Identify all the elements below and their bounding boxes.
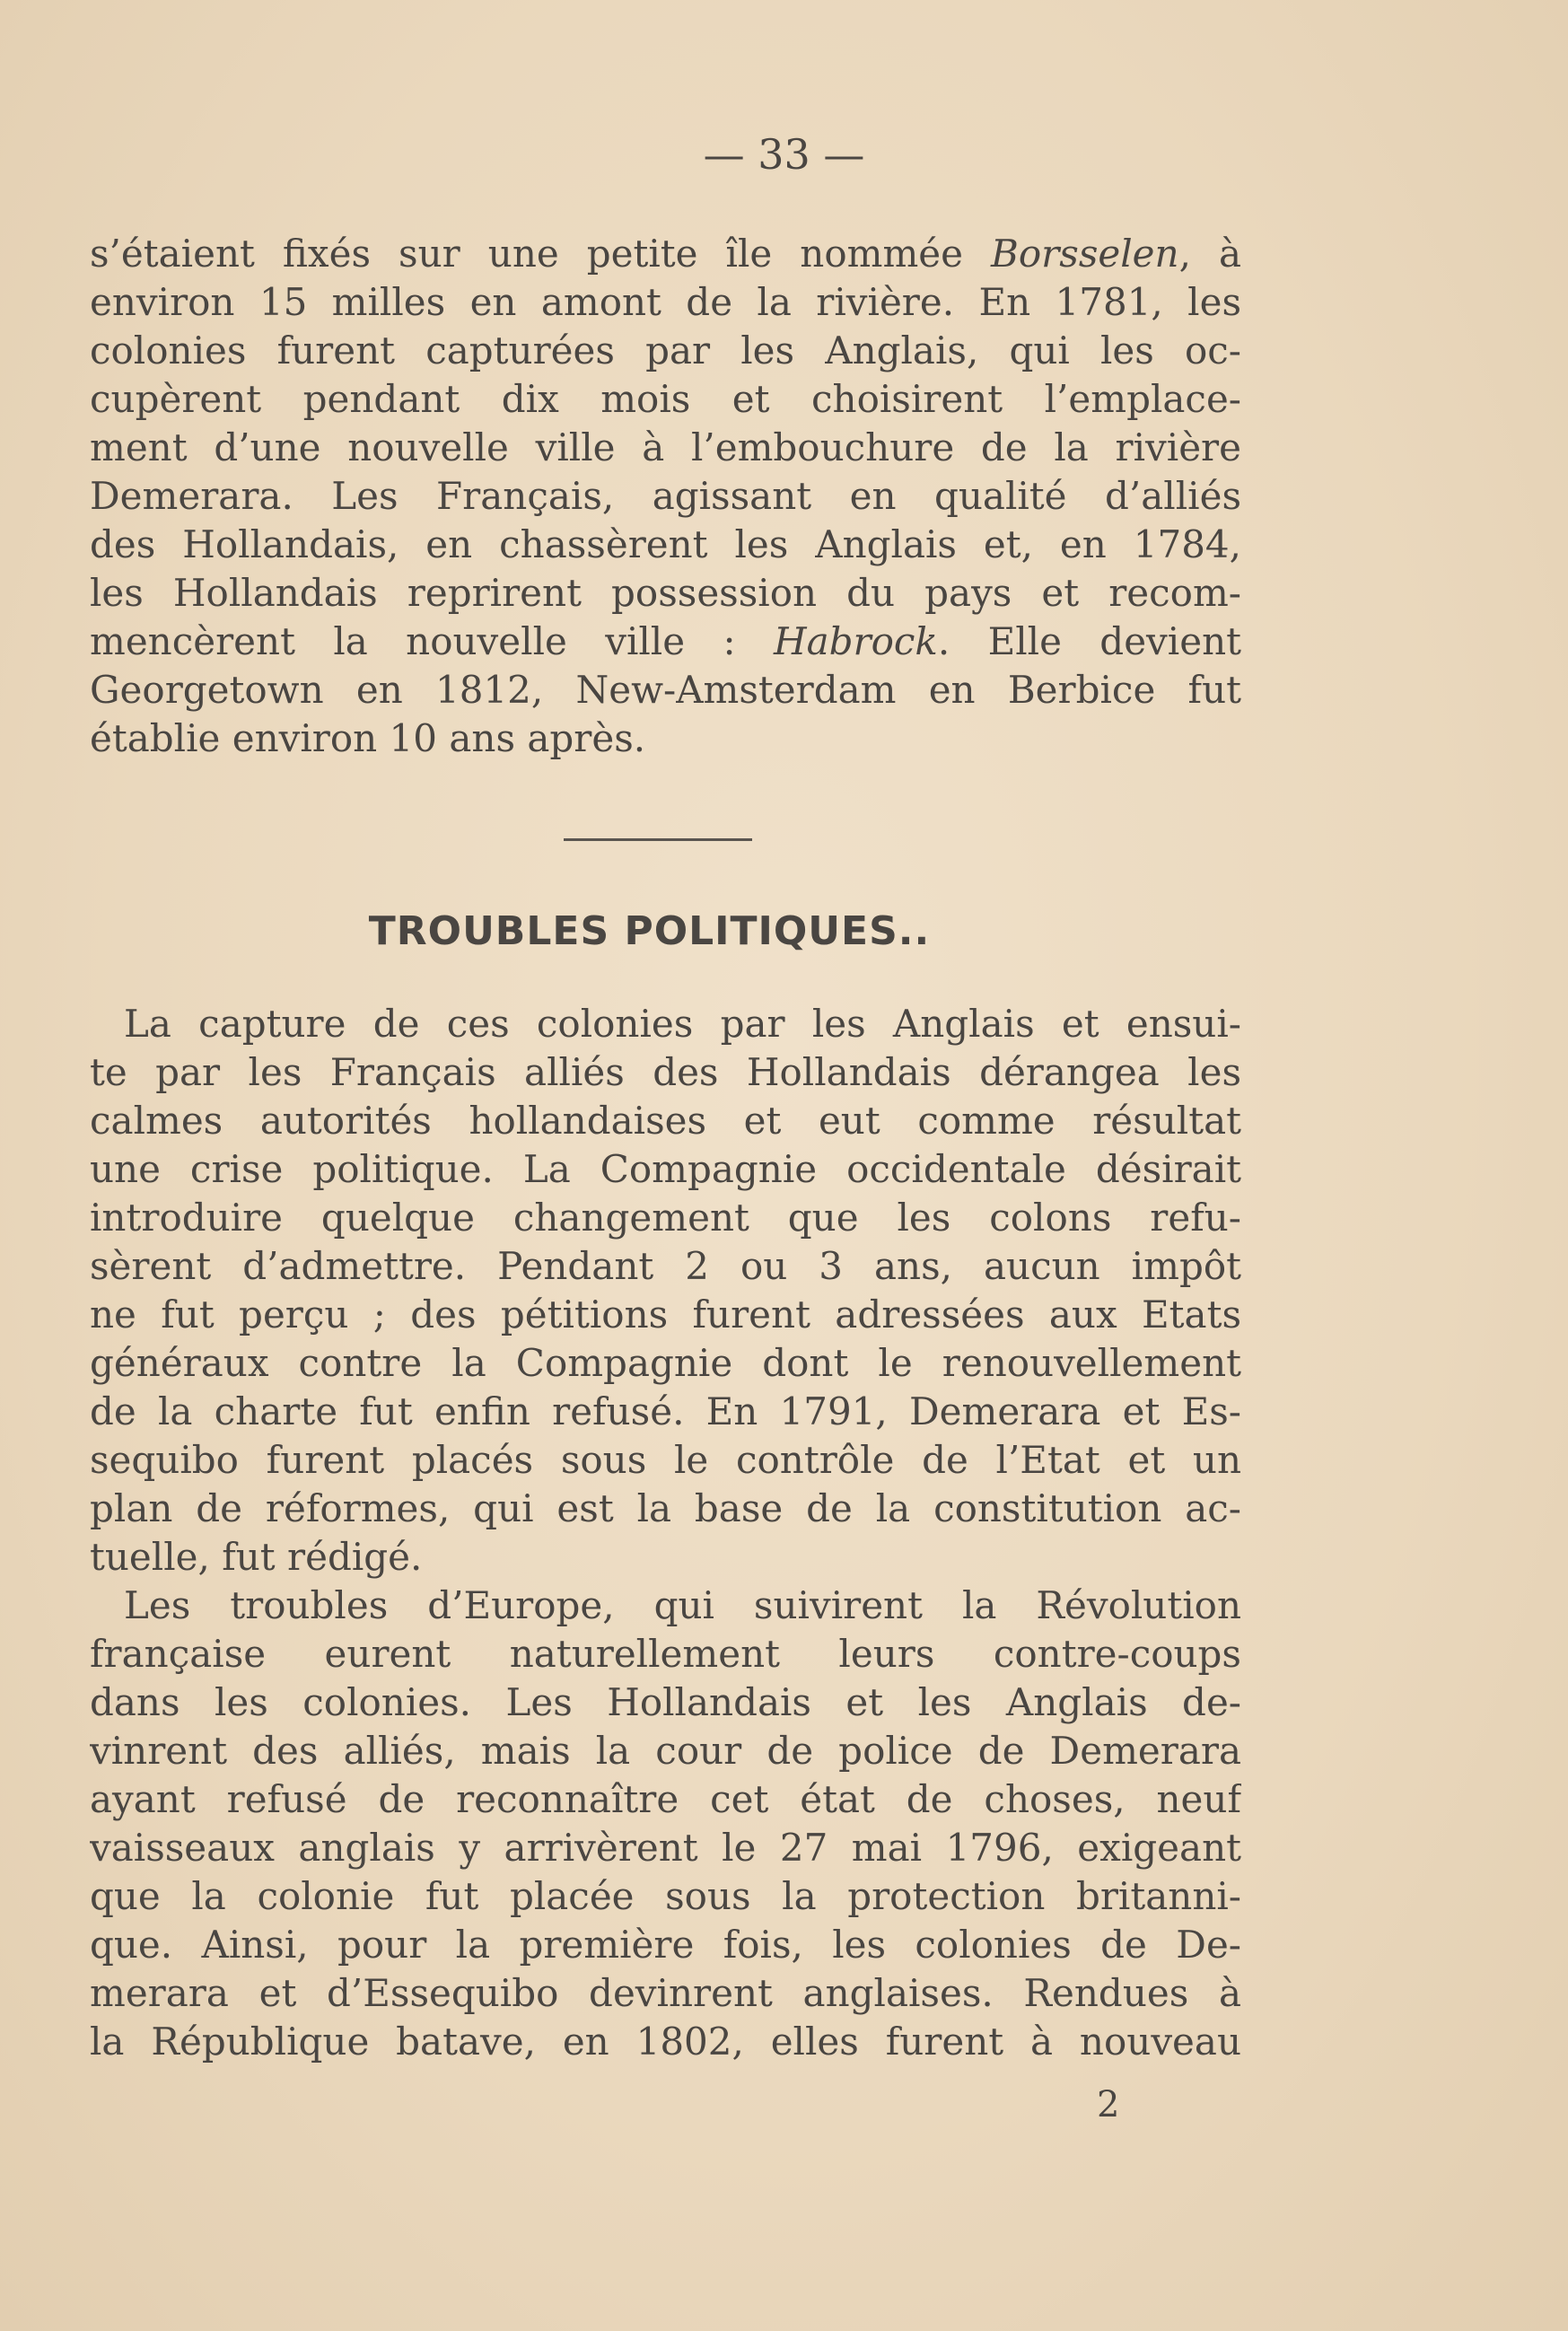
signature-mark: 2 <box>1097 2084 1120 2125</box>
text-line: colonies furent capturées par les Anglais, qui les oc- <box>90 329 1241 372</box>
text-line: Georgetown en 1812, New-Amsterdam en Berbice fut <box>90 668 1241 712</box>
text-line: plan de réformes, qui est la base de la constitution ac- <box>90 1486 1241 1530</box>
text-line: tuelle, fut rédigé. <box>90 1535 423 1579</box>
text-line: vaisseaux anglais y arrivèrent le 27 mai 1796, exigeant <box>90 1826 1241 1870</box>
text-line: calmes autorités hollandaises et eut comme résultat <box>90 1099 1241 1143</box>
section-divider <box>564 838 752 841</box>
text-line: généraux contre la Compagnie dont le renouvellement <box>90 1341 1241 1385</box>
text-line: ment d’une nouvelle ville à l’embouchure de la rivière <box>90 425 1241 469</box>
text-line: sequibo furent placés sous le contrôle de l’Etat et un <box>90 1438 1241 1482</box>
text-line: Demerara. Les Français, agissant en qualité d’alliés <box>90 474 1241 518</box>
text-line: dans les colonies. Les Hollandais et les Anglais de- <box>90 1680 1241 1724</box>
text-line: vinrent des alliés, mais la cour de police de Demerara <box>90 1729 1241 1773</box>
page-number: — 33 — <box>703 130 865 179</box>
text-line: te par les Français alliés des Hollandais dérangea les <box>90 1050 1241 1094</box>
text-line: que. Ainsi, pour la première fois, les colonies de De- <box>90 1923 1241 1967</box>
text-line: de la charte fut enfin refusé. En 1791, Demerara et Es- <box>90 1389 1241 1433</box>
text-line: ne fut perçu ; des pétitions furent adressées aux Etats <box>90 1293 1241 1336</box>
text-line: s’étaient fixés sur une petite île nommée Borsselen, à <box>90 232 1241 276</box>
text-line: ayant refusé de reconnaître cet état de choses, neuf <box>90 1777 1241 1821</box>
text-line: merara et d’Essequibo devinrent anglaises. Rendues à <box>90 1971 1241 2015</box>
text-line: des Hollandais, en chassèrent les Anglais et, en 1784, <box>90 522 1241 566</box>
text-line: la République batave, en 1802, elles furent à nouveau <box>90 2020 1241 2064</box>
text-line: introduire quelque changement que les colons refu- <box>90 1196 1241 1240</box>
text-line: établie environ 10 ans après. <box>90 716 646 760</box>
text-line: que la colonie fut placée sous la protection britanni- <box>90 1874 1241 1918</box>
text-line: mencèrent la nouvelle ville : Habrock. Elle devient <box>90 619 1241 663</box>
text-line: une crise politique. La Compagnie occidentale désirait <box>90 1147 1241 1191</box>
text-line: sèrent d’admettre. Pendant 2 ou 3 ans, aucun impôt <box>90 1244 1241 1288</box>
text-line: environ 15 milles en amont de la rivière. En 1781, les <box>90 280 1241 324</box>
section-heading: TROUBLES POLITIQUES.. <box>368 908 931 954</box>
text-line: les Hollandais reprirent possession du pays et recom- <box>90 571 1241 615</box>
text-line: La capture de ces colonies par les Anglais et ensui- <box>124 1002 1241 1046</box>
text-line: française eurent naturellement leurs contre-coups <box>90 1632 1241 1676</box>
text-line: cupèrent pendant dix mois et choisirent l’emplace- <box>90 377 1241 421</box>
text-line: Les troubles d’Europe, qui suivirent la Révolution <box>124 1583 1241 1627</box>
